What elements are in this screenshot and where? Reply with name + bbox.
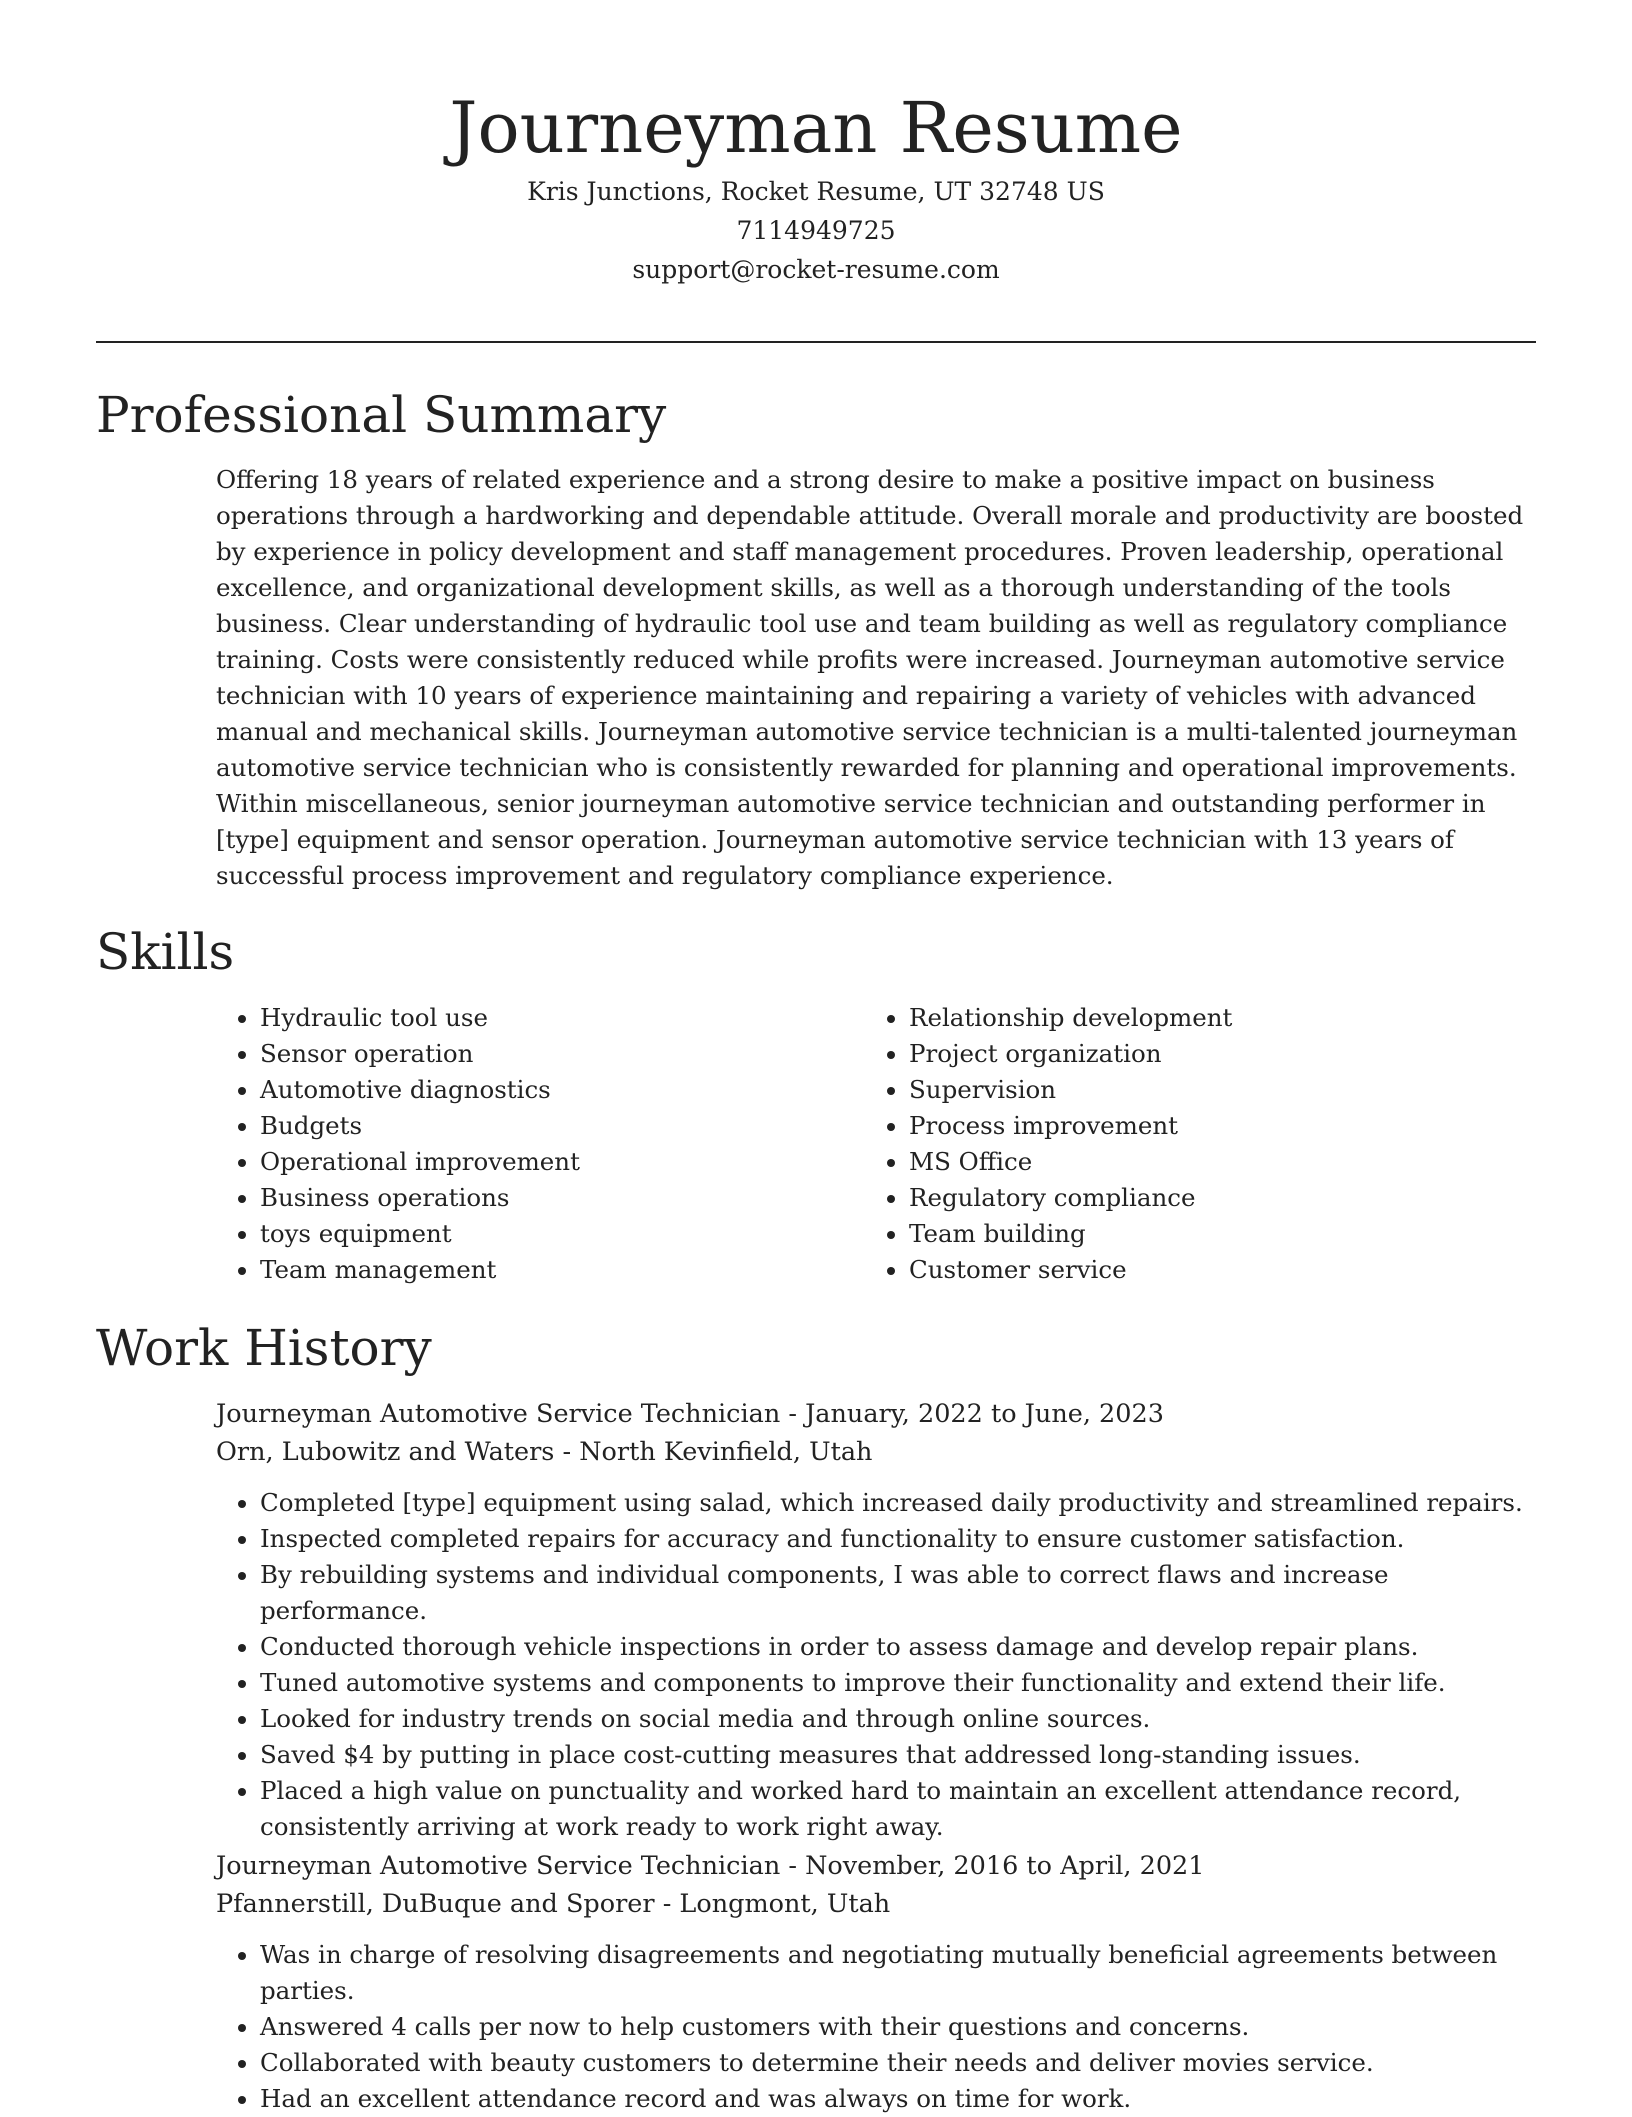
job-duties — [216, 1485, 1536, 1845]
address: Kris Junctions, Rocket Resume, UT 32748 US — [527, 177, 1105, 206]
skill-item: • MS Office — [909, 1144, 1232, 1180]
job-location: North Kevinfield, Utah — [579, 1437, 873, 1467]
job-title-line: Journeyman Automotive Service Technician - January, 2022 to June, 2023 — [216, 1399, 1164, 1429]
skill-item: • toys equipment — [260, 1216, 865, 1252]
skill-item: • Hydraulic tool use — [260, 1000, 865, 1036]
job-title: Journeyman Automotive Service Technician — [216, 1851, 781, 1881]
contact-info — [0, 172, 1632, 289]
duty-item: • Completed [type] equipment using salad, which increased daily productivity and streamlined repairs. — [260, 1485, 1536, 1521]
skill-item: • Relationship development — [909, 1000, 1232, 1036]
job-company: Orn, Lubowitz and Waters — [216, 1437, 555, 1467]
skill-item: • Business operations — [260, 1180, 865, 1216]
summary-text: Offering 18 years of related experience and a strong desire to make a positive impact on business operations through a hardworking and dependable attitude. Overall morale and productivity are boosted by experience in policy development and staff management procedures. Proven leadership, operational excellence, and organizational development skills, as well as a thorough understanding of the tools business. Clear understanding of hydraulic tool use and team building as well as regulatory compliance training. Costs were consistently reduced while profits were increased. Journeyman automotive service technician with 10 years of experience maintaining and repairing a variety of vehicles with advanced manual and mechanical skills. Journeyman automotive service technician is a multi-talented journeyman automotive service technician who is consistently rewarded for planning and operational improvements. Within miscellaneous, senior journeyman automotive service technician and outstanding performer in [type] equipment and sensor operation. Journeyman automotive service technician with 13 years of successful process improvement and regulatory compliance experience. — [216, 465, 1524, 890]
job-dates: November, 2016 to April, 2021 — [805, 1851, 1205, 1881]
summary-heading: Professional Summary — [96, 386, 667, 444]
work-history-heading: Work History — [96, 1319, 432, 1377]
job-entry — [216, 1395, 1536, 1845]
skill-item: • Supervision — [909, 1072, 1232, 1108]
duty-item: • Conducted thorough vehicle inspections in order to assess damage and develop repair plans. — [260, 1629, 1536, 1665]
job-company-line: Pfannerstill, DuBuque and Sporer - Longmont, Utah — [216, 1889, 891, 1919]
duty-item: • Had an excellent attendance record and was always on time for work. — [260, 2081, 1536, 2117]
duty-item: • Inspected completed repairs for accuracy and functionality to ensure customer satisfaction. — [260, 1521, 1536, 1557]
skill-item: • Process improvement — [909, 1108, 1232, 1144]
job-entry — [216, 1847, 1536, 2117]
header-divider — [96, 341, 1536, 343]
skill-item: • Automotive diagnostics — [260, 1072, 865, 1108]
skill-item: • Operational improvement — [260, 1144, 865, 1180]
email-address: support@rocket-resume.com — [632, 255, 1000, 284]
duty-item: • Collaborated with beauty customers to determine their needs and deliver movies service. — [260, 2045, 1536, 2081]
resume-header — [0, 84, 1632, 289]
job-company: Pfannerstill, DuBuque and Sporer — [216, 1889, 655, 1919]
duty-item: • Was in charge of resolving disagreements and negotiating mutually beneficial agreements between parties. — [260, 1937, 1536, 2009]
job-location: Longmont, Utah — [679, 1889, 891, 1919]
skill-item: • Team management — [260, 1252, 865, 1288]
resume-title: Journeyman Resume — [449, 87, 1183, 169]
duty-item: • Placed a high value on punctuality and worked hard to maintain an excellent attendance record, consistently arriving at work ready to work right away. — [260, 1773, 1536, 1845]
duty-item: • Tuned automotive systems and components to improve their functionality and extend their life. — [260, 1665, 1536, 1701]
job-title-line: Journeyman Automotive Service Technician - November, 2016 to April, 2021 — [216, 1851, 1205, 1881]
phone-number: 7114949725 — [736, 216, 896, 245]
skill-item: • Customer service — [909, 1252, 1232, 1288]
skill-item: • Project organization — [909, 1036, 1232, 1072]
job-dates: January, 2022 to June, 2023 — [805, 1399, 1164, 1429]
skill-item: • Team building — [909, 1216, 1232, 1252]
skill-item: • Sensor operation — [260, 1036, 865, 1072]
duty-item: • Saved $4 by putting in place cost-cutting measures that addressed long-standing issues. — [260, 1737, 1536, 1773]
skill-item: • Regulatory compliance — [909, 1180, 1232, 1216]
duty-item: • Answered 4 calls per now to help customers with their questions and concerns. — [260, 2009, 1536, 2045]
skills-list — [216, 1000, 1536, 1288]
job-duties — [216, 1937, 1536, 2117]
duty-item: • Looked for industry trends on social media and through online sources. — [260, 1701, 1536, 1737]
skills-column-right — [865, 1000, 1232, 1288]
job-title: Journeyman Automotive Service Technician — [216, 1399, 781, 1429]
skills-heading: Skills — [96, 923, 235, 981]
duty-item: • By rebuilding systems and individual components, I was able to correct flaws and increase performance. — [260, 1557, 1536, 1629]
skill-item: • Budgets — [260, 1108, 865, 1144]
skills-column-left — [216, 1000, 865, 1288]
job-company-line: Orn, Lubowitz and Waters - North Kevinfield, Utah — [216, 1437, 873, 1467]
